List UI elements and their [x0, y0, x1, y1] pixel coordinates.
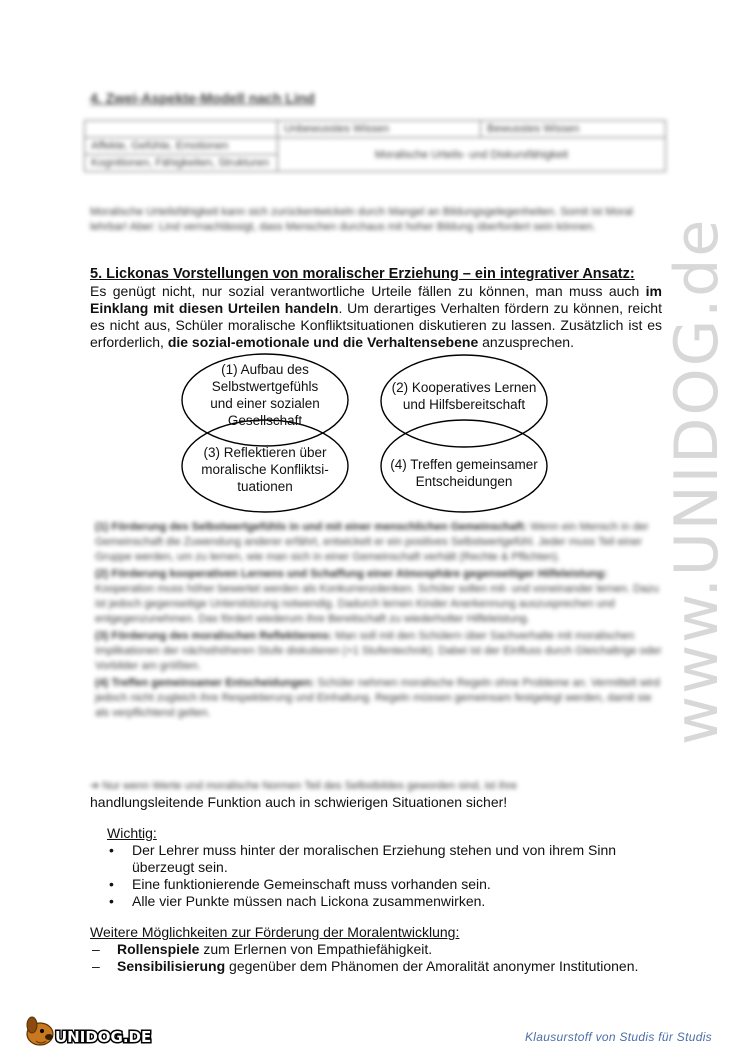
list-item-title: (2) Förderung kooperativen Lernens und Schaffung einer Atmosphäre gegenseitiger Hilfeleistung: [95, 568, 608, 580]
diagram-label-3 [180, 444, 350, 495]
table-row-affekte: Affekte, Gefühle, Emotionen [85, 138, 278, 155]
watermark: www.UNIDOG.de [662, 217, 732, 745]
svg-text:UNIDOG.DE: UNIDOG.DE [55, 1028, 152, 1046]
table-header-empty [85, 121, 278, 138]
label-3-line: moralische Konfliktsi- [201, 462, 329, 477]
list-item: • Der Lehrer muss hinter der moralischen Erziehung stehen und von ihrem Sinn überzeugt sein. [107, 842, 667, 876]
unidog-logo [22, 1010, 152, 1052]
label-3-line: tuationen [237, 479, 293, 494]
list-item [95, 629, 665, 674]
weitere-heading: Weitere Möglichkeiten zur Förderung der Moralentwicklung: [90, 924, 460, 940]
list-item-title: (4) Treffen gemeinsamer Entscheidungen: [95, 677, 315, 689]
label-4-line: (4) Treffen gemeinsamer [390, 457, 538, 472]
table-header-bewusst: Bewusstes Wissen [481, 121, 666, 138]
section-5-heading: 5. Lickonas Vorstellungen von moralischer Erziehung – ein integrativer Ansatz: [90, 266, 635, 282]
conclusion-blurred: ➔ Nur wenn Werte und moralische Normen Teil des Selbstbildes geworden sind, ist ihre [90, 780, 518, 792]
label-3-line: (3) Reflektieren über [203, 445, 327, 460]
label-4-line: Entscheidungen [415, 474, 513, 489]
table-merged-cell: Moralische Urteils- und Diskursfähigkeit [278, 138, 666, 172]
label-1-line: und einer sozialen [210, 396, 320, 411]
list-item-text: Schüler nehmen moralische Regeln ohne Probleme an. Vermittelt wird jedoch nicht zugleich ihre Respektierung und Einhaltung. Regeln müssen gemeinsam festgelegt werden, damit sie als verpflichtend gelten. [95, 677, 660, 719]
intro-bold-2: die sozial-emotionale und die Verhaltensebene [167, 334, 479, 350]
footer-tagline: Klausurstoff von Studis für Studis [525, 1030, 712, 1044]
diagram-label-2 [379, 379, 549, 413]
conclusion-text: handlungsleitende Funktion auch in schwierigen Situationen sicher! [90, 794, 508, 810]
label-1-line: (1) Aufbau des [221, 362, 309, 377]
list-item [95, 676, 665, 721]
list-item: • Eine funktionierende Gemeinschaft muss vorhanden sein. [107, 876, 667, 893]
section-4-title: 4. Zwei-Aspekte-Modell nach Lind [90, 90, 315, 106]
table-header-unbewusst: Unbewusstes Wissen [278, 121, 481, 138]
item-bold: Rollenspiele [117, 941, 200, 957]
list-item-text: Kooperation muss höher bewertet werden als Konkurrenzdenken. Schüler sollen mit- und voneinander lernen. Dazu ist jedoch gegenseitige Unterstützung notwendig. Dadurch lernen Kinder Anerkennung auszusprechen und entgegenzunehmen. Das fördert wiederum ihre Bereitschaft zu wiederholter Hilfeleistung. [95, 583, 659, 625]
dog-icon [22, 1010, 152, 1052]
list-item [95, 567, 665, 627]
lickona-diagram [180, 352, 550, 514]
wichtig-heading: Wichtig: [107, 825, 157, 841]
item-rest: zum Erlernen von Empathiefähigkeit. [199, 941, 433, 957]
item-rest: gegenüber dem Phänomen der Amoralität anonymer Institutionen. [225, 958, 639, 974]
label-2-line: und Hilfsbereitschaft [402, 397, 526, 412]
diagram-label-1 [180, 361, 350, 429]
label-2-line: (2) Kooperatives Lernen [391, 380, 537, 395]
list-item-title: (1) Förderung des Selbstwertgefühls in und mit einer menschlichen Gemeinschaft: [95, 521, 528, 533]
list-item-title: (3) Förderung des moralischen Reflektierens: [95, 630, 333, 642]
diagram-label-4 [379, 456, 549, 490]
wichtig-list [107, 842, 667, 910]
list-item [95, 520, 665, 565]
lind-model-table [84, 120, 666, 172]
intro-text-2: . Um derartiges Verhalten fördern zu können, reicht es nicht aus, Schüler moralische Konfliktsituationen diskutieren zu lassen. Zusätzlich ist es erforderlich, [90, 300, 662, 350]
list-item [90, 958, 690, 975]
item-bold: Sensibilisierung [117, 958, 226, 974]
intro-text-1: Es genügt nicht, nur sozial verantwortliche Urteile fällen zu können, man muss auch [90, 283, 646, 299]
weitere-list [90, 941, 690, 975]
intro-bold-1: im Einklang mit diesen Urteilen handeln [90, 283, 662, 316]
section-5-intro [90, 283, 662, 351]
section-4-note: Moralische Urteilsfähigkeit kann sich zurückentwickeln durch Mangel an Bildungsgelegenheiten. Somit ist Moral lehrbar! Aber: Lind vernachlässigt, dass Menschen durchaus mit hoher Bildung überfordert sein können. [90, 206, 633, 233]
list-item-text: Wenn ein Mensch in der Gemeinschaft die Zuwendung anderer erfährt, entwickelt er ein positives Selbstwertgefühl. Jeder muss Teil einer Gruppe werden, um zu lernen, wie man sich in einer Gemeinschaft verhält (Rechte & Pflichten). [95, 521, 649, 563]
list-item [90, 941, 690, 958]
blurred-list [95, 520, 665, 723]
intro-text-3: anzusprechen. [478, 334, 574, 350]
label-1-line: Gesellschaft [227, 413, 303, 428]
table-row-kognitionen: Kognitionen, Fähigkeiten, Strukturen [85, 155, 278, 172]
list-item-text: Man soll mit den Schülern über Sachverhalte mit moralischen Implikationen der nächsthöheren Stufe diskutieren (+1 Stufentechnik). Dabei ist der Einfluss durch Gleichaltrige oder Vorbilder am größten. [95, 630, 662, 672]
list-item: • Alle vier Punkte müssen nach Lickona zusammenwirken. [107, 893, 667, 910]
label-1-line: Selbstwertgefühls [211, 379, 319, 394]
